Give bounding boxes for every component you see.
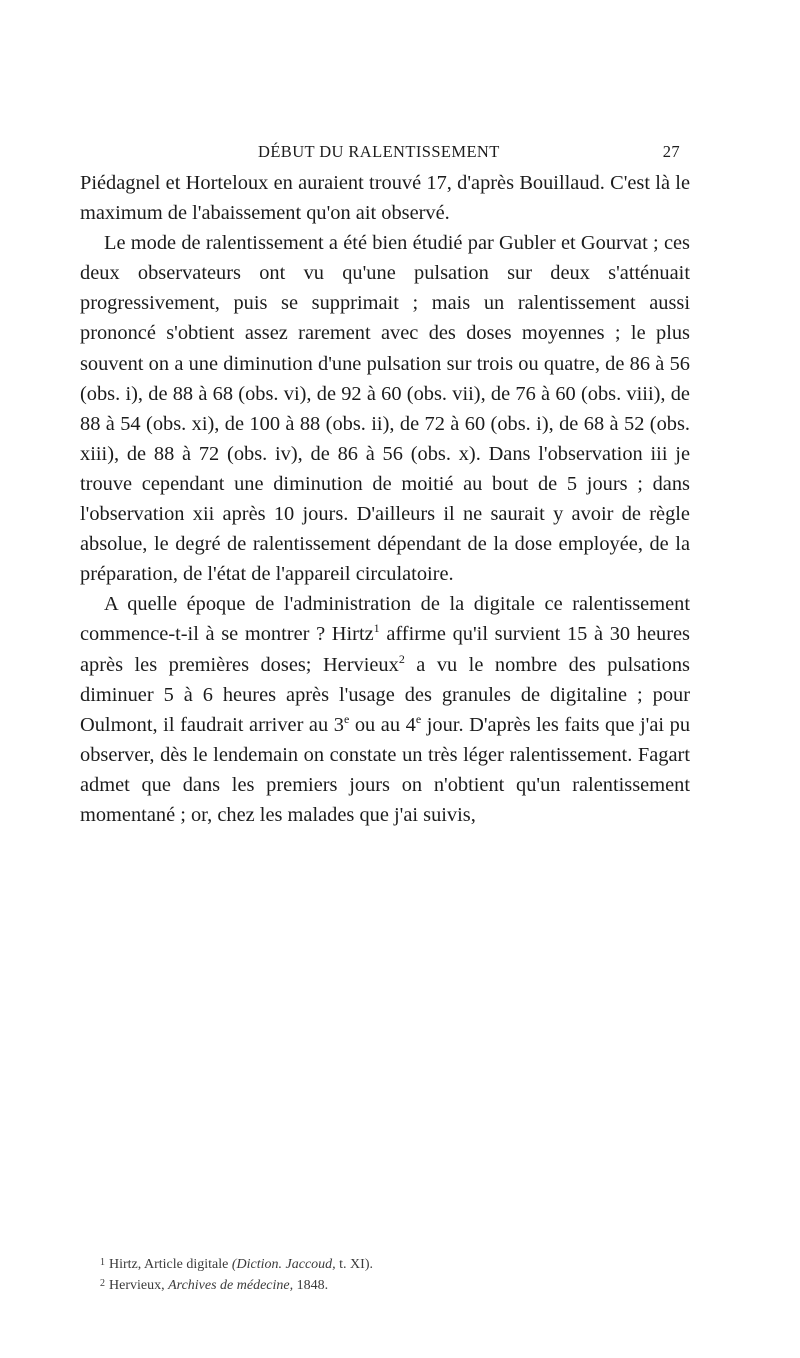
ordinal-suffix: e (415, 711, 422, 726)
ordinal-suffix: e (343, 711, 350, 726)
paragraph-text-segment: a vu le nombre des pulsations diminuer 5 à 6 heures après l'usage des granules de digitaline ; pour Oulmont, il faudrait arriver au 3 (80, 653, 690, 736)
footnote-text: Hervieux, (109, 1278, 169, 1293)
footnote-text: t. XI). (335, 1257, 373, 1272)
footnote-source-title: (Diction. Jaccoud, (231, 1257, 336, 1272)
footnote-ref-2: 2 (398, 651, 405, 666)
paragraph-text-segment: ou au 4 (349, 713, 416, 736)
paragraph-continuation: Piédagnel et Horteloux en auraient trouvé 17, d'après Bouillaud. C'est là le maximum de l'abaissement qu'on ait observé. (80, 172, 690, 225)
footnote-ref-1: 1 (373, 621, 380, 636)
page-number: 27 (662, 142, 680, 161)
paragraph-text-segment: A quelle époque de l'administration de la digitale ce ralentissement commence-t-il à se montrer ? Hirtz (80, 593, 690, 646)
footnote-number: 2 (100, 1278, 105, 1289)
paragraph-text-segment: jour. D'après les faits que j'ai pu observer, dès le lendemain on constate un très léger ralentissement. Fagart admet que dans les premiers jours on n'obtient qu'un ralentissement momentané ; or, chez les malades que j'ai suivis, (80, 713, 691, 826)
running-head (80, 142, 690, 166)
paragraph-ralentissement-epoque (80, 589, 690, 830)
running-head-title: DÉBUT DU RALENTISSEMENT (258, 142, 500, 161)
footnote-number: 1 (100, 1257, 105, 1268)
footnote-1 (100, 1253, 700, 1274)
paragraph-ralentissement-mode: Le mode de ralentissement a été bien étudié par Gubler et Gourvat ; ces deux observateurs ont vu qu'une pulsation sur deux s'atténuait progressivement, puis se supprimait ; mais un ralentissement aussi prononcé s'obtient assez rarement avec des doses moyennes ; le plus souvent on a une diminution d'une pulsation sur trois ou quatre, de 86 à 56 (obs. i), de 88 à 68 (obs. vi), de 92 à 60 (obs. vii), de 76 à 60 (obs. viii), de 88 à 54 (obs. xi), de 100 à 88 (obs. ii), de 72 à 60 (obs. i), de 68 à 52 (obs. xiii), de 88 à 72 (obs. iv), de 86 à 56 (obs. x). Dans l'observation iii je trouve cependant une diminution de moitié au bout de 5 jours ; dans l'observation xii après 10 jours. D'ailleurs il ne saurait y avoir de règle absolue, le degré de ralentissement dépendant de la dose employée, de la préparation, de l'état de l'appareil circulatoire. (80, 232, 690, 586)
footnote-text: 1848. (293, 1278, 329, 1293)
footnote-text: Hirtz, Article digitale (109, 1257, 232, 1272)
footnote-2 (100, 1274, 700, 1295)
footnote-source-title: Archives de médecine, (168, 1278, 294, 1293)
body-text (80, 168, 690, 830)
paragraph-text-segment: affirme qu'il survient 15 à 30 heures après les premières doses; Hervieux (80, 623, 690, 676)
footnotes (100, 1253, 700, 1295)
